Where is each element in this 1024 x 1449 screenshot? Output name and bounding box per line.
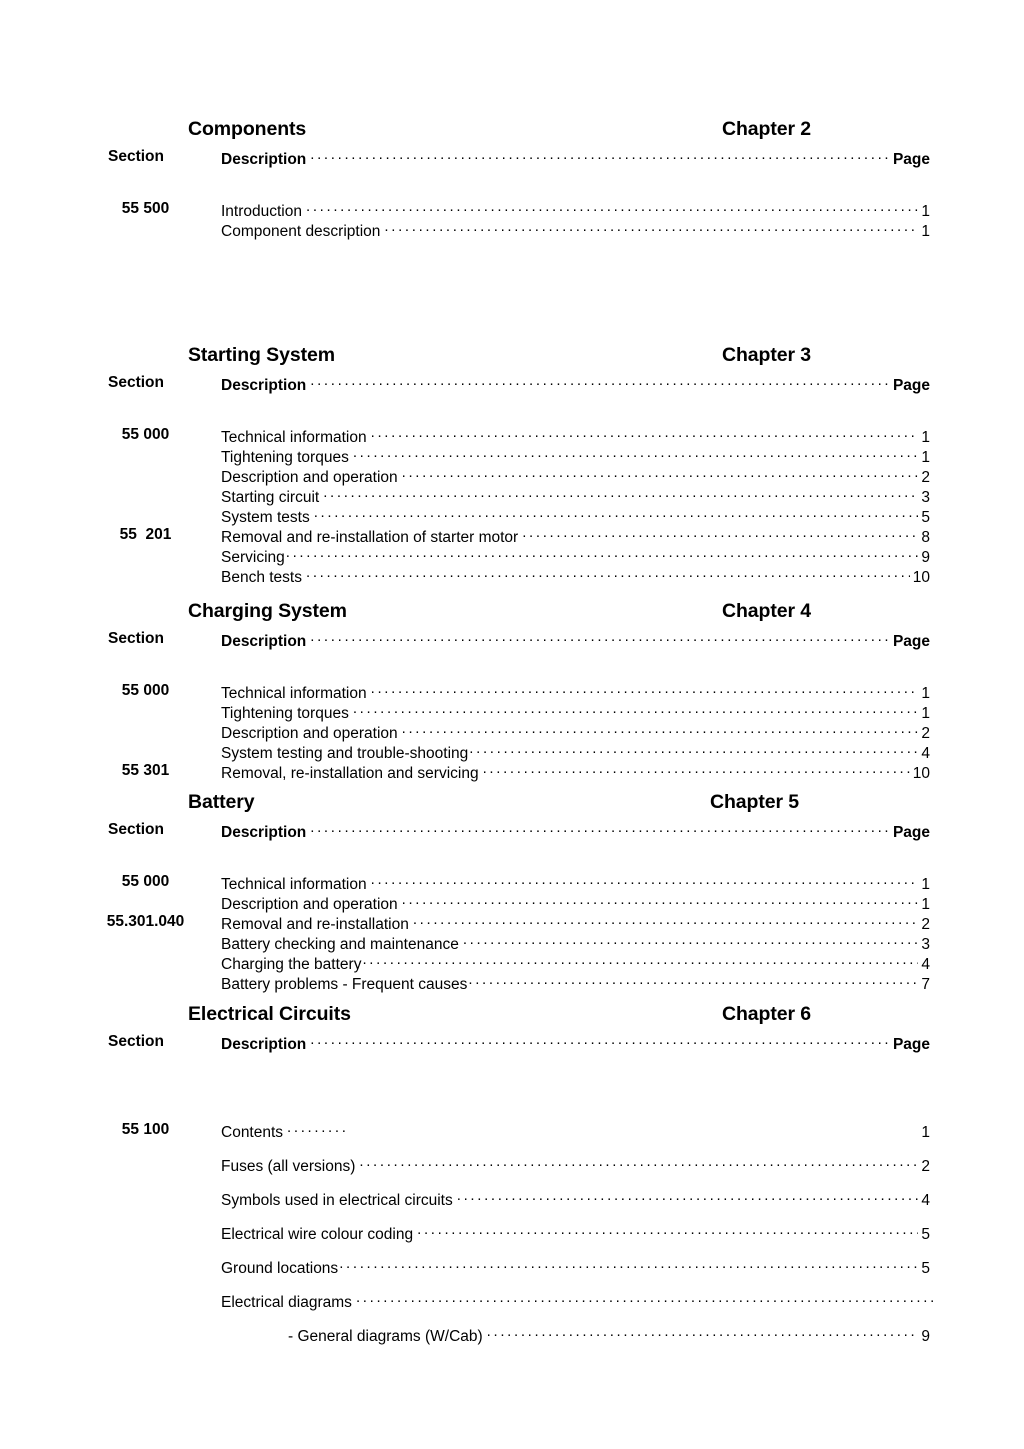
column-header-row	[0, 148, 1024, 174]
entry-page-number: 5	[921, 1225, 930, 1243]
entry-title: Battery problems - Frequent causes	[221, 975, 468, 993]
dot-leader	[286, 546, 919, 562]
entry-section-number: 55 201	[119, 526, 172, 543]
column-header-page: Page	[892, 632, 930, 650]
entry-title: System testing and trouble-shooting	[221, 744, 469, 762]
column-header-description: Description	[221, 150, 307, 168]
toc-entry[interactable]	[0, 1155, 1024, 1189]
column-header-section: Section	[108, 630, 164, 647]
toc-entry[interactable]	[0, 200, 1024, 220]
toc-entry[interactable]	[0, 546, 1024, 566]
column-header-section: Section	[108, 148, 164, 165]
chapter-block-charging-system	[0, 600, 1024, 782]
entry-page-number: 5	[921, 1259, 930, 1277]
toc-entry[interactable]	[0, 1223, 1024, 1257]
entry-title: Component description	[221, 222, 381, 240]
dot-leader	[310, 374, 891, 390]
toc-entry[interactable]	[0, 893, 1024, 913]
dot-leader	[371, 682, 919, 698]
column-header-section: Section	[108, 1033, 164, 1050]
entry-page-number: 1	[921, 895, 930, 913]
entry-title: Description and operation	[221, 724, 398, 742]
dot-leader	[468, 973, 918, 989]
toc-entry[interactable]	[0, 953, 1024, 973]
dot-leader	[306, 200, 918, 216]
toc-entry[interactable]	[0, 722, 1024, 742]
entry-section-number: 55 000	[121, 682, 170, 699]
toc-entry[interactable]	[0, 1121, 1024, 1155]
entry-section-number: 55 100	[121, 1121, 170, 1138]
dot-leader	[353, 702, 919, 718]
dot-leader	[362, 953, 918, 969]
dot-leader	[323, 486, 918, 502]
dot-leader	[402, 466, 919, 482]
entry-title: System tests	[221, 508, 310, 526]
entry-page-number: 2	[921, 915, 930, 933]
dot-leader	[353, 446, 919, 462]
entry-title: Description and operation	[221, 468, 398, 486]
toc-entry[interactable]	[0, 466, 1024, 486]
dot-leader	[413, 913, 919, 929]
column-header-row	[0, 630, 1024, 656]
entry-page-number: 3	[921, 935, 930, 953]
entry-page-number: 8	[921, 528, 930, 546]
chapter-number: Chapter 2	[722, 118, 812, 140]
toc-entry[interactable]	[0, 506, 1024, 526]
toc-entry[interactable]	[0, 742, 1024, 762]
entry-list	[0, 873, 1024, 993]
dot-leader	[314, 506, 919, 522]
dot-leader	[457, 1189, 919, 1205]
column-header-row	[0, 821, 1024, 847]
chapter-header	[0, 600, 1024, 630]
column-header-page: Page	[892, 823, 930, 841]
entry-list	[0, 200, 1024, 240]
entry-page-number: 1	[921, 704, 930, 722]
entry-title: Bench tests	[221, 568, 302, 586]
dot-leader	[310, 821, 891, 837]
chapter-number: Chapter 6	[722, 1003, 812, 1025]
dot-leader	[402, 722, 919, 738]
entry-section-number: 55 500	[121, 200, 170, 217]
toc-entry[interactable]	[0, 933, 1024, 953]
entry-page-number: 7	[921, 975, 930, 993]
entry-title: Electrical wire colour coding	[221, 1225, 414, 1243]
entry-title: - General diagrams (W/Cab)	[288, 1327, 483, 1345]
toc-entry[interactable]	[0, 446, 1024, 466]
entry-title: Technical information	[221, 428, 367, 446]
chapter-header	[0, 1003, 1024, 1033]
entry-title: Removal and re-installation	[221, 915, 409, 933]
toc-entry[interactable]	[0, 526, 1024, 546]
entry-title: Fuses (all versions)	[221, 1157, 356, 1175]
dot-leader	[306, 566, 910, 582]
entry-page-number: 10	[912, 764, 930, 782]
dot-leader	[287, 1121, 349, 1137]
entry-title: Battery checking and maintenance	[221, 935, 459, 953]
dot-leader	[356, 1291, 936, 1307]
entry-title: Removal and re-installation of starter motor	[221, 528, 519, 546]
column-header-description: Description	[221, 1035, 307, 1053]
entry-page-number: 1	[921, 202, 930, 220]
entry-page-number: 1	[921, 684, 930, 702]
chapter-number: Chapter 3	[722, 344, 812, 366]
chapter-header	[0, 118, 1024, 148]
dot-leader	[402, 893, 919, 909]
column-header-description: Description	[221, 376, 307, 394]
dot-leader	[384, 220, 918, 236]
entry-title: Tightening torques	[221, 704, 349, 722]
toc-entry[interactable]	[0, 220, 1024, 240]
chapter-title: Charging System	[188, 600, 347, 622]
toc-entry[interactable]	[0, 762, 1024, 782]
entry-page-number: 9	[921, 548, 930, 566]
column-header-row	[0, 1033, 1024, 1059]
toc-entry[interactable]	[0, 566, 1024, 586]
chapter-number: Chapter 5	[710, 791, 800, 813]
entry-page-number: 9	[921, 1327, 930, 1345]
dot-leader	[417, 1223, 918, 1239]
column-header-description: Description	[221, 632, 307, 650]
toc-entry[interactable]	[0, 426, 1024, 446]
entry-title: Tightening torques	[221, 448, 349, 466]
entry-title: Technical information	[221, 875, 367, 893]
dot-leader	[310, 630, 891, 646]
toc-entry[interactable]	[0, 1257, 1024, 1291]
dot-leader	[310, 1033, 891, 1049]
toc-entry[interactable]	[0, 1189, 1024, 1223]
chapter-title: Starting System	[188, 344, 335, 366]
toc-entry[interactable]	[0, 1291, 1024, 1325]
entry-title: Charging the battery	[221, 955, 362, 973]
chapter-title: Components	[188, 118, 307, 140]
dot-leader	[371, 426, 919, 442]
chapter-block-electrical-circuits	[0, 1003, 1024, 1359]
entry-page-number: 4	[921, 955, 930, 973]
entry-page-number: 1	[921, 875, 930, 893]
toc-entry[interactable]	[0, 973, 1024, 993]
entry-title: Electrical diagrams	[221, 1293, 352, 1311]
entry-title: Ground locations	[221, 1259, 339, 1277]
column-header-page: Page	[892, 150, 930, 168]
column-header-section: Section	[108, 821, 164, 838]
entry-section-number: 55 000	[121, 873, 170, 890]
chapter-header	[0, 791, 1024, 821]
entry-title: Contents	[221, 1123, 284, 1141]
entry-page-number: 10	[912, 568, 930, 586]
entry-title: Description and operation	[221, 895, 398, 913]
entry-page-number: 2	[921, 468, 930, 486]
toc-entry[interactable]	[0, 682, 1024, 702]
entry-page-number: 2	[921, 724, 930, 742]
chapter-title: Battery	[188, 791, 255, 813]
column-header-section: Section	[108, 374, 164, 391]
dot-leader	[310, 148, 891, 164]
entry-page-number: 4	[921, 1191, 930, 1209]
toc-entry[interactable]	[0, 486, 1024, 506]
toc-entry[interactable]	[0, 913, 1024, 933]
entry-list	[0, 682, 1024, 782]
toc-entry[interactable]	[0, 873, 1024, 893]
chapter-title: Electrical Circuits	[188, 1003, 351, 1025]
dot-leader	[469, 742, 918, 758]
entry-page-number: 4	[921, 744, 930, 762]
toc-entry[interactable]	[0, 702, 1024, 722]
entry-page-number: 1	[921, 428, 930, 446]
dot-leader	[463, 933, 919, 949]
entry-section-number: 55.301.040	[106, 913, 185, 930]
entry-page-number: 3	[921, 488, 930, 506]
dot-leader	[487, 1325, 919, 1341]
entry-list	[0, 1121, 1024, 1359]
entry-section-number: 55 301	[121, 762, 170, 779]
entry-section-number: 55 000	[121, 426, 170, 443]
column-header-row	[0, 374, 1024, 400]
chapter-block-battery	[0, 791, 1024, 993]
toc-entry[interactable]	[0, 1325, 1024, 1359]
dot-leader	[522, 526, 918, 542]
entry-title: Symbols used in electrical circuits	[221, 1191, 453, 1209]
entry-page-number: 1	[921, 448, 930, 466]
dot-leader	[339, 1257, 918, 1273]
chapter-number: Chapter 4	[722, 600, 812, 622]
entry-title: Starting circuit	[221, 488, 320, 506]
entry-title: Removal, re-installation and servicing	[221, 764, 479, 782]
entry-title: Servicing	[221, 548, 285, 566]
entry-title: Technical information	[221, 684, 367, 702]
column-header-page: Page	[892, 1035, 930, 1053]
entry-page-number: 1	[921, 1123, 930, 1141]
column-header-description: Description	[221, 823, 307, 841]
chapter-block-components	[0, 118, 1024, 240]
entry-page-number: 1	[921, 222, 930, 240]
dot-leader	[483, 762, 910, 778]
entry-title: Introduction	[221, 202, 302, 220]
entry-page-number: 2	[921, 1157, 930, 1175]
dot-leader	[371, 873, 919, 889]
chapter-header	[0, 344, 1024, 374]
column-header-page: Page	[892, 376, 930, 394]
chapter-block-starting-system	[0, 344, 1024, 586]
entry-page-number: 5	[921, 508, 930, 526]
entry-list	[0, 426, 1024, 586]
dot-leader	[359, 1155, 918, 1171]
